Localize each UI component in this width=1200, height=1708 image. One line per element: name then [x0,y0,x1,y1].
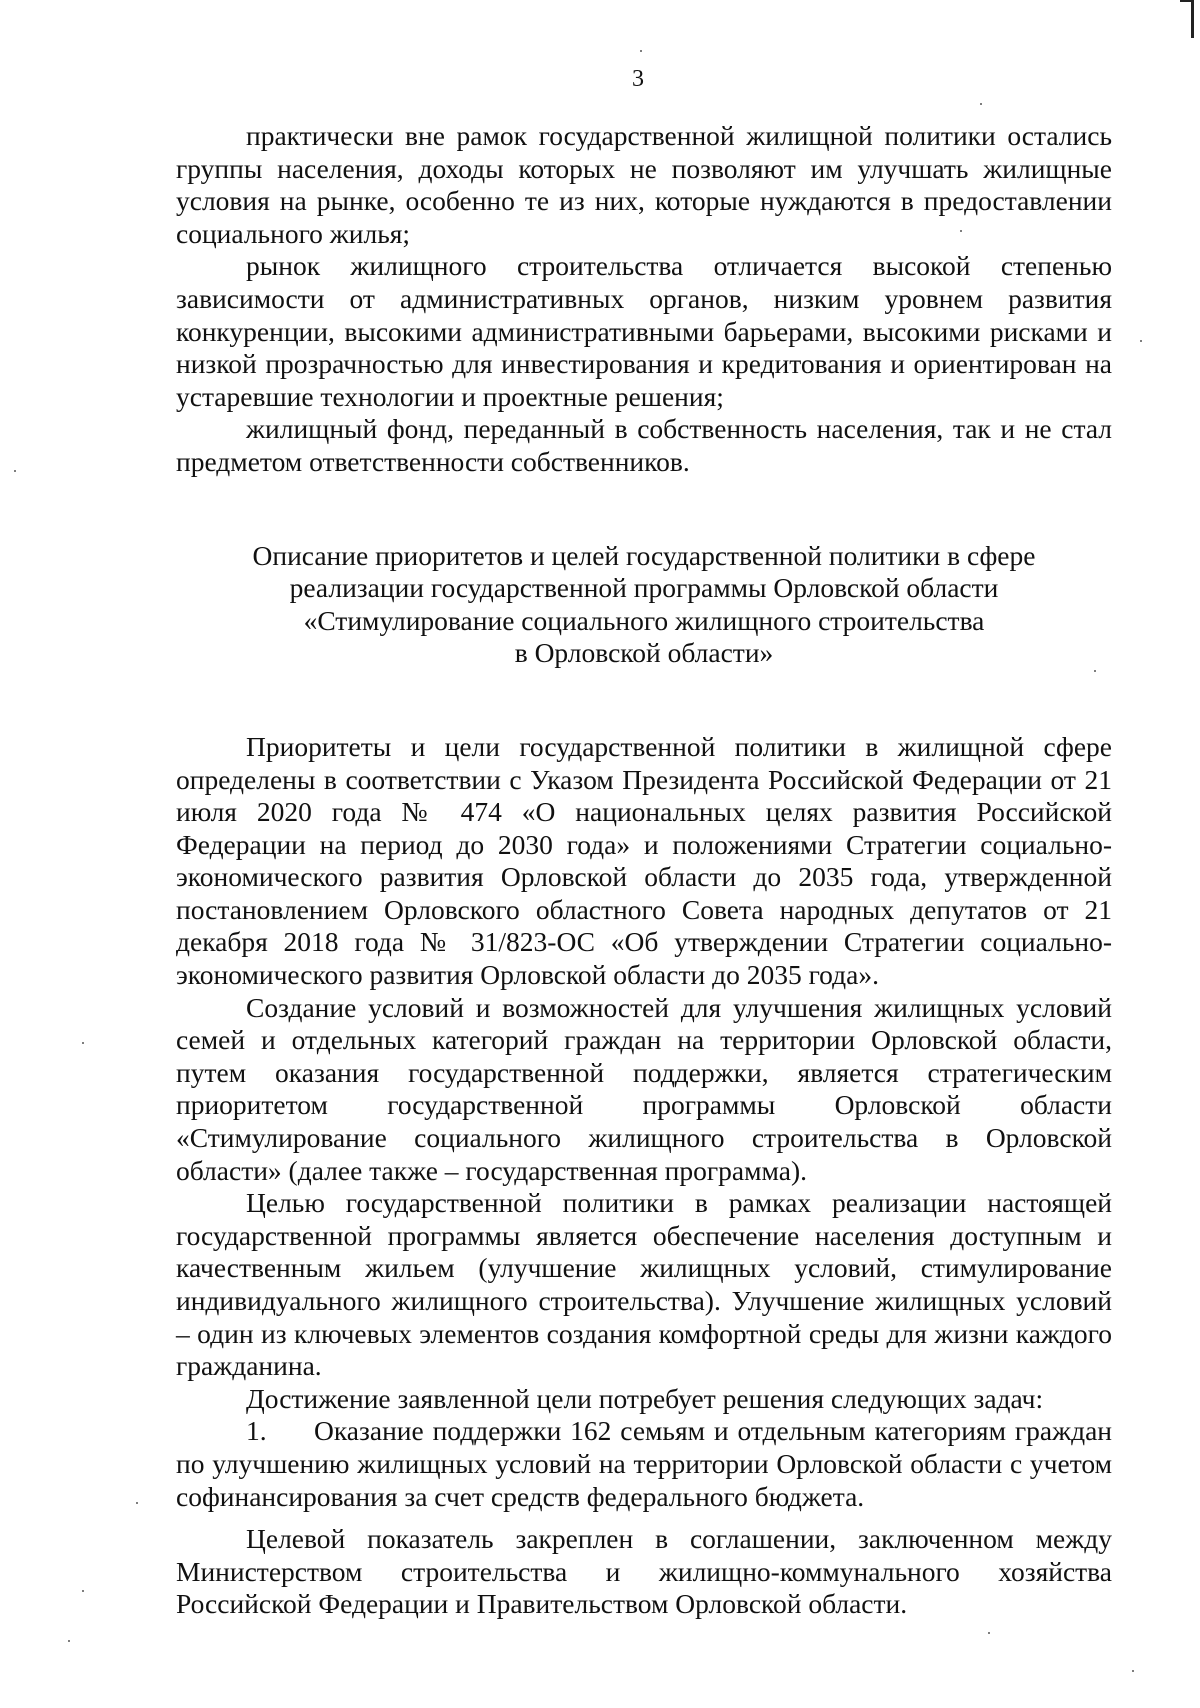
scan-speck [640,50,642,52]
paragraph-housing-stock: жилищный фонд, переданный в собственность населения, так и не стал предметом ответственности собственников. [176,413,1112,477]
scan-speck [136,1502,138,1504]
scan-edge-mark [1191,0,1194,38]
section-title-line: в Орловской области» [514,637,774,669]
scan-speck [1140,340,1142,342]
section-title-line: реализации государственной программы Орловской области [289,572,999,604]
section-title [176,540,1112,670]
section-title-line: Описание приоритетов и целей государственной политики в сфере [252,539,1036,571]
scan-edge-mark [1180,0,1192,2]
paragraph-strategic-priority: Создание условий и возможностей для улучшения жилищных условий семей и отдельных категорий граждан на территории Орловской области, путем оказания государственной поддержки, является стратегическим приоритетом государственной программы Орловской области «Стимулирование социального жилищного строительства в Орловской области» (далее также – государственная программа). [176,991,1112,1186]
scan-speck [82,1590,84,1592]
document-body [176,120,1112,1621]
paragraph-target-indicator: Целевой показатель закреплен в соглашении, заключенном между Министерством строительства и жилищно-коммунального хозяйства Российской Федерации и Правительством Орловской области. [176,1523,1112,1620]
task-list-number: 1. [246,1415,267,1447]
scan-speck [1132,1670,1134,1672]
paragraph-groups-outside-policy: практически вне рамок государственной жилищной политики остались группы населения, доходы которых не позволяют им улучшать жилищные условия на рынке, особенно те из них, которые нуждаются в предоставлении социального жилья; [176,120,1112,249]
paragraph-policy-goal: Целью государственной политики в рамках реализации настоящей государственной программы является обеспечение населения доступным и качественным жильем (улучшение жилищных условий, стимулирование индивидуального жилищного строительства). Улучшение жилищных условий – один из ключевых элементов создания комфортной среды для жизни каждого гражданина. [176,1187,1112,1382]
scan-speck [980,103,982,105]
scan-speck [988,1632,990,1634]
page-number: 3 [632,66,644,92]
task-list-text: Оказание поддержки 162 семьям и отдельным категориям граждан по улучшению жилищных условий на территории Орловской области с учетом софинансирования за счет средств федерального бюджета. [176,1415,1112,1512]
paragraph-tasks-intro: Достижение заявленной цели потребует решения следующих задач: [246,1382,1044,1414]
scan-speck [68,1640,70,1642]
section-title-line: «Стимулирование социального жилищного строительства [303,604,985,636]
scan-speck [14,470,16,472]
task-list-item [176,1415,1112,1513]
paragraph-construction-market: рынок жилищного строительства отличается высокой степенью зависимости от административных органов, низким уровнем развития конкуренции, высокими административными барьерами, высокими рисками и низкой прозрачностью для инвестирования и кредитования и ориентирован на устаревшие технологии и проектные решения; [176,250,1112,412]
scan-speck [82,1042,84,1044]
paragraph-priorities: Приоритеты и цели государственной политики в жилищной сфере определены в соответствии с Указом Президента Российской Федерации от 21 июля 2020 года № 474 «О национальных целях развития Российской Федерации на период до 2030 года» и положениями Стратегии социально-экономического развития Орловской области до 2035 года, утвержденной постановлением Орловского областного Совета народных депутатов от 21 декабря 2018 года № 31/823-ОС «Об утверждении Стратегии социально-экономического развития Орловской области до 2035 года». [176,730,1112,991]
